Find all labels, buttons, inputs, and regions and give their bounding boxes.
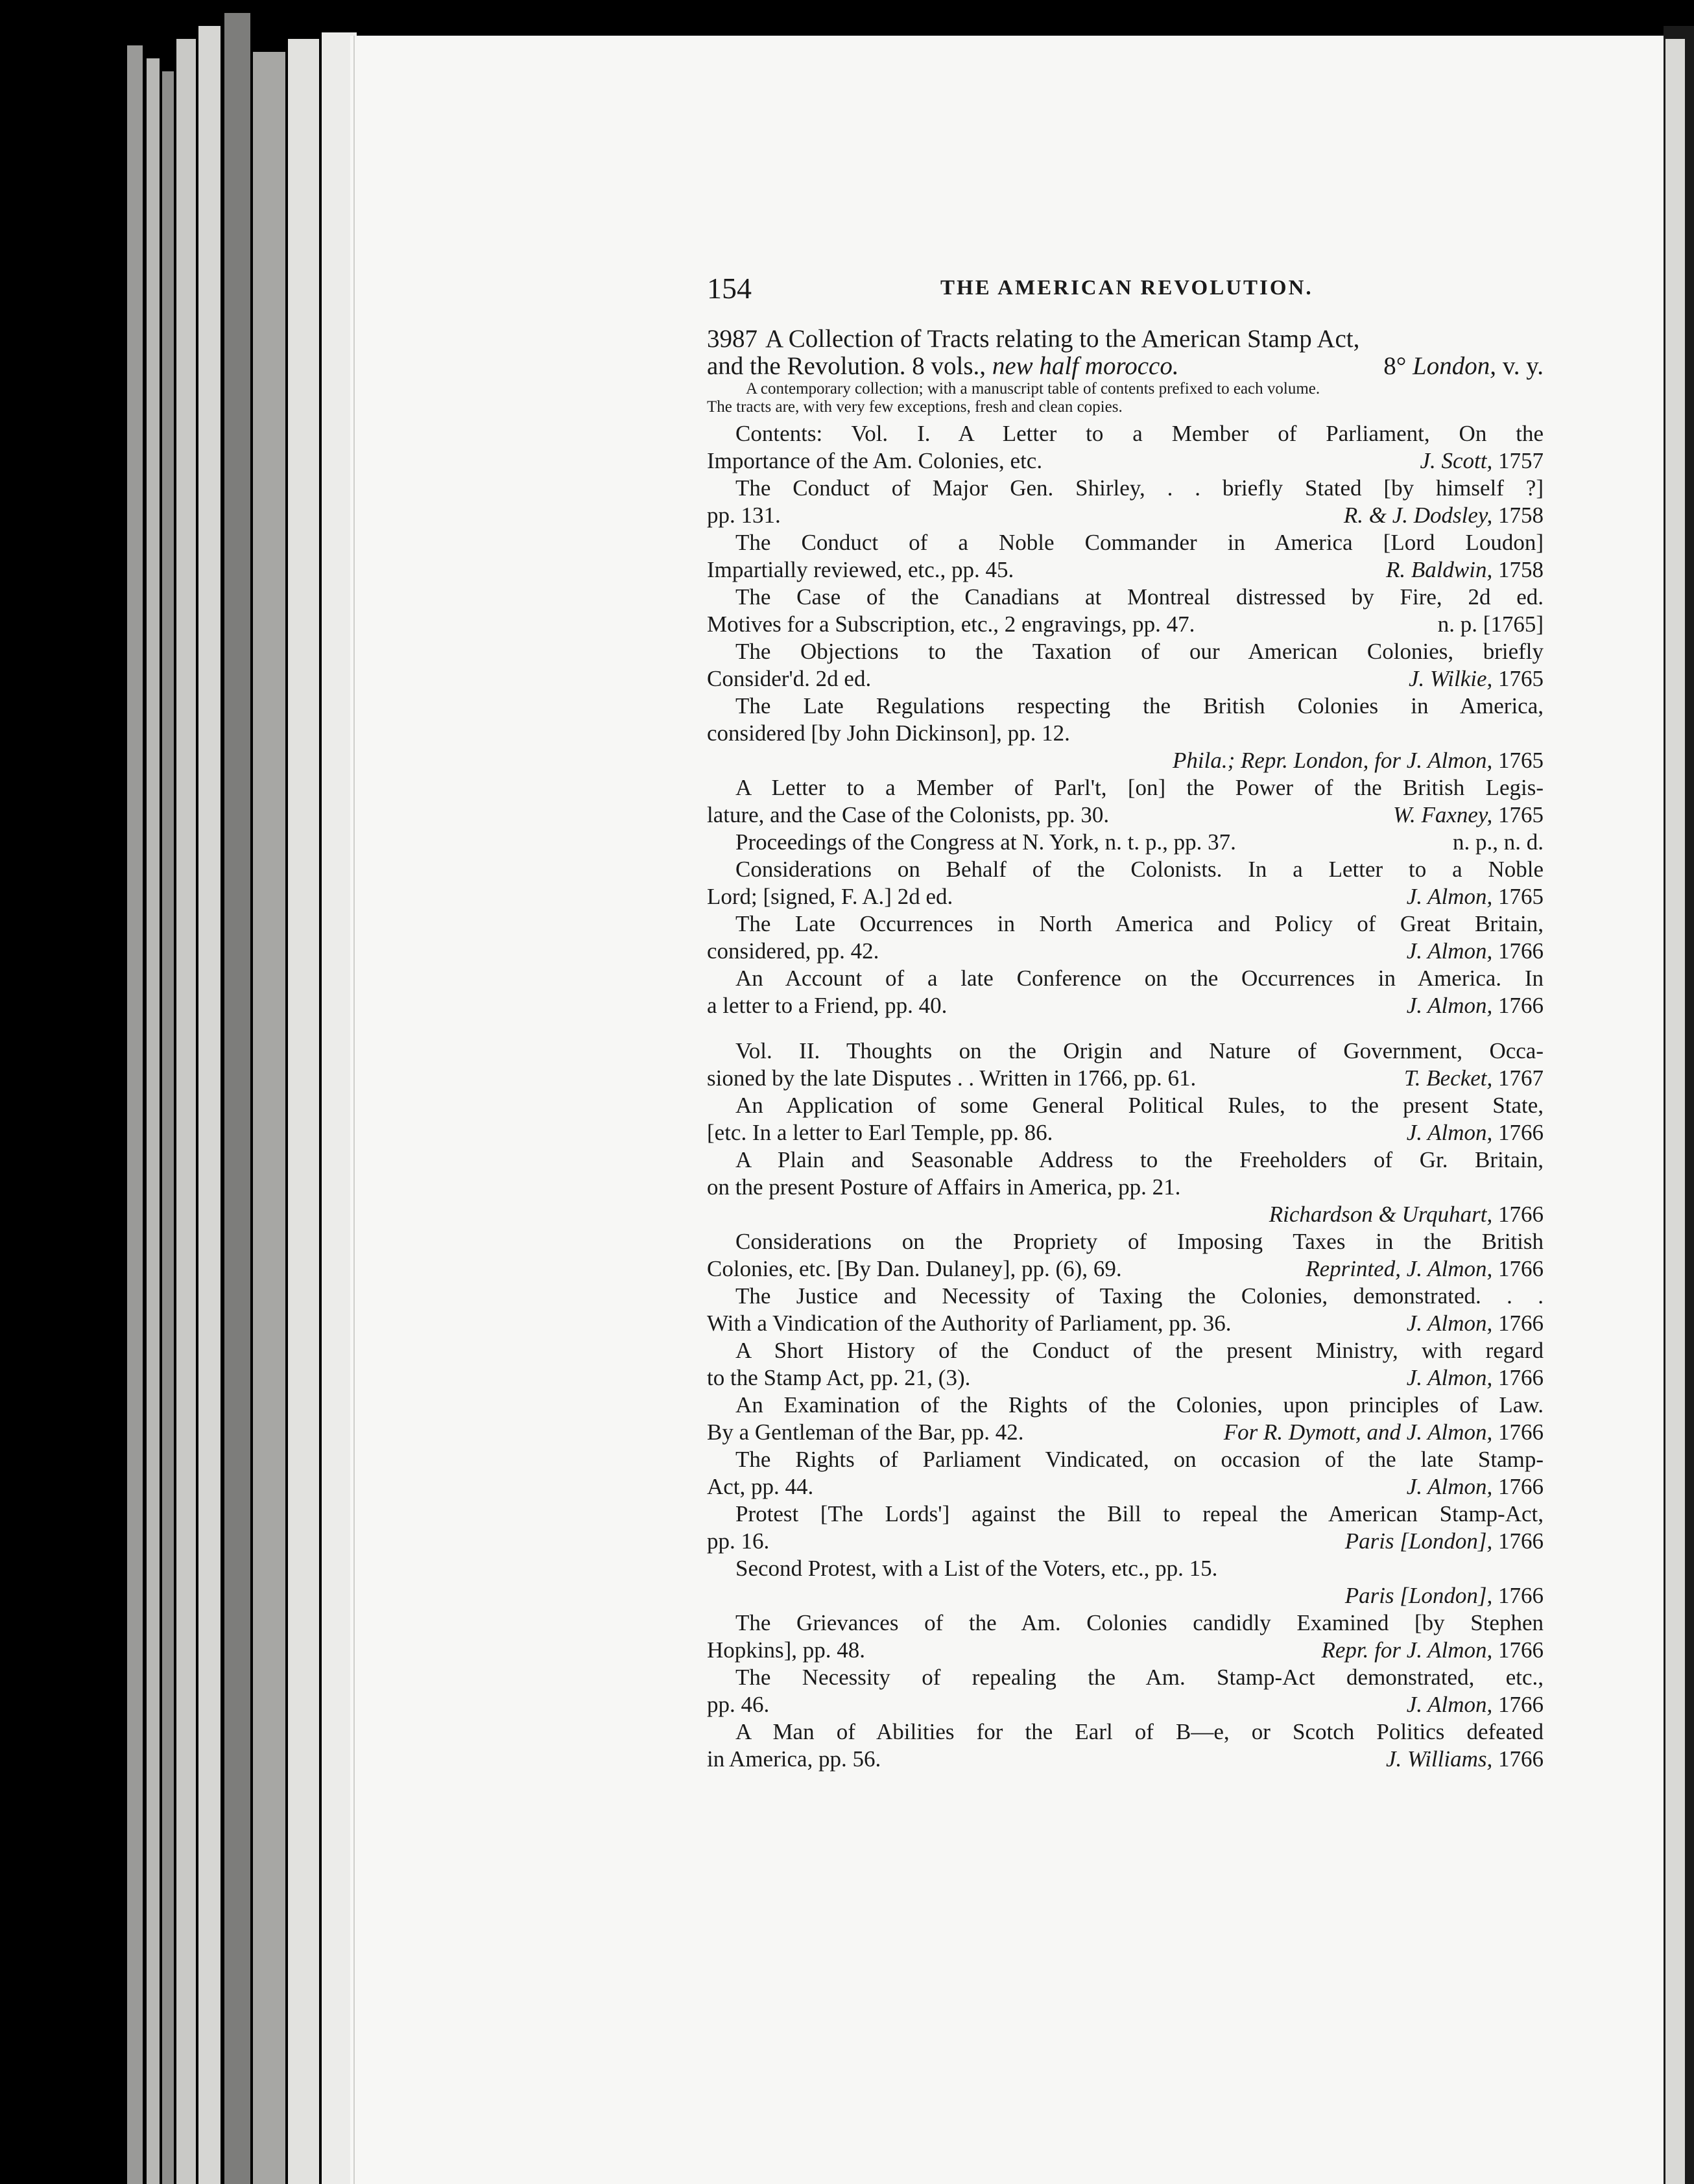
tract-item: [707, 475, 1544, 529]
tract-line: [707, 883, 1544, 910]
page-gutter-line: [353, 36, 355, 2184]
tract-line: [707, 1174, 1544, 1201]
tract-title: The Rights of Parliament Vindicated, on occasion of the late Stamp-: [735, 1447, 1544, 1472]
tract-item: [707, 638, 1544, 693]
tract-imprint: [1344, 502, 1544, 529]
tract-title-continued: By a Gentleman of the Bar, pp. 42.: [707, 1419, 1024, 1445]
tract-publisher: Phila.; Repr. London, for J. Almon,: [1173, 748, 1493, 773]
tract-title: The Late Regulations respecting the British Colonies in America,: [735, 693, 1544, 718]
facing-page-edge-paper: [1665, 39, 1685, 2184]
volume-gap: [707, 1019, 1544, 1038]
tract-title-continued: Colonies, etc. [By Dan. Dulaney], pp. (6), 69.: [707, 1256, 1122, 1281]
entry-date: v. y.: [1496, 352, 1544, 380]
tract-title-continued: sioned by the late Disputes . . Written in 1766, pp. 61.: [707, 1065, 1197, 1091]
tract-imprint: [1407, 1364, 1544, 1392]
tract-title: The Late Occurrences in North America and Policy of Great Britain,: [735, 911, 1544, 936]
tract-item: [707, 1555, 1544, 1609]
tract-item: [707, 910, 1544, 965]
tract-title: The Conduct of a Noble Commander in America [Lord Loudon]: [735, 530, 1544, 555]
tract-title: A Man of Abilities for the Earl of B—e, or Scotch Politics defeated: [735, 1719, 1544, 1744]
tract-item: [707, 1228, 1544, 1283]
tract-publisher: T. Becket,: [1403, 1065, 1493, 1091]
tract-title: The Justice and Necessity of Taxing the Colonies, demonstrated. . .: [735, 1283, 1544, 1309]
tract-item: [707, 856, 1544, 910]
tract-publisher: R. Baldwin,: [1385, 557, 1493, 582]
tract-title: The Conduct of Major Gen. Shirley, . . briefly Stated [by himself ?]: [735, 475, 1544, 501]
tract-title: The Grievances of the Am. Colonies candidly Examined [by Stephen: [735, 1610, 1544, 1635]
tract-line: [707, 1528, 1544, 1555]
page-edges-stack: [110, 0, 357, 2184]
tract-publisher: J. Scott,: [1420, 448, 1493, 473]
entry-title-lead: A Collection of Tracts: [765, 325, 990, 353]
tract-line: [707, 801, 1544, 829]
tract-imprint-line: [707, 1582, 1544, 1609]
tract-title-continued: considered, pp. 42.: [707, 938, 879, 964]
tract-item: [707, 1718, 1544, 1773]
tract-imprint: [1407, 883, 1544, 910]
tract-imprint-line: [707, 1201, 1544, 1228]
tract-item: [707, 1392, 1544, 1446]
tract-year: 1766: [1492, 1202, 1544, 1227]
tract-publisher: J. Almon,: [1406, 1365, 1493, 1390]
tract-title: Considerations on Behalf of the Colonists. In a Letter to a Noble: [735, 857, 1544, 882]
entry-note-line-2: The tracts are, with very few exceptions, fresh and clean copies.: [707, 398, 1123, 416]
tract-item: [707, 584, 1544, 638]
tract-item: [707, 1446, 1544, 1501]
tract-year: 1766: [1492, 1528, 1544, 1554]
tract-imprint: [1407, 1119, 1544, 1146]
tract-title: An Application of some General Political Rules, to the present State,: [735, 1093, 1544, 1118]
tract-publisher: Repr. for J. Almon,: [1321, 1637, 1493, 1663]
tract-publisher: For R. Dymott, and J. Almon,: [1223, 1419, 1493, 1445]
tract-year: 1766: [1492, 993, 1544, 1018]
tract-line: [707, 1255, 1544, 1283]
tract-imprint: [1224, 1419, 1544, 1446]
tract-line: [707, 1065, 1544, 1092]
entry-heading: [707, 326, 1544, 353]
tract-title: An Account of a late Conference on the Occurrences in America. In: [735, 966, 1544, 991]
tract-imprint: [1420, 447, 1544, 475]
entry-number: 3987: [707, 325, 758, 353]
tract-year: 1766: [1492, 1474, 1544, 1499]
tract-item: [707, 1501, 1544, 1555]
tract-item: [707, 420, 1544, 475]
tract-publisher: J. Almon,: [1406, 993, 1493, 1018]
tract-year: 1766: [1492, 1583, 1544, 1608]
tract-title: The Objections to the Taxation of our American Colonies, briefly: [735, 639, 1544, 664]
tract-publisher: J. Almon,: [1406, 1120, 1493, 1145]
page-number: 154: [707, 272, 752, 305]
tract-title-continued: With a Vindication of the Authority of Parliament, pp. 36.: [707, 1311, 1232, 1336]
tract-publisher: J. Wilkie,: [1408, 666, 1493, 691]
tract-imprint: [1409, 665, 1544, 693]
tract-line: [707, 1746, 1544, 1773]
tract-line: [707, 1119, 1544, 1146]
tract-year: 1758: [1492, 557, 1544, 582]
tract-year: 1766: [1492, 1746, 1544, 1772]
tract-title-continued: on the present Posture of Affairs in America, pp. 21.: [707, 1174, 1181, 1200]
entry-binding: new half morocco.: [992, 352, 1179, 380]
tract-publisher: Reprinted, J. Almon,: [1306, 1256, 1493, 1281]
tract-publisher: J. Almon,: [1406, 938, 1493, 964]
tract-item: [707, 1092, 1544, 1146]
tract-imprint: [1438, 611, 1544, 638]
tract-title: Second Protest, with a List of the Voters, etc., pp. 15.: [735, 1556, 1218, 1581]
entry-line2-left: and the Revolution. 8 vols.,: [707, 352, 992, 380]
tract-item: [707, 1283, 1544, 1337]
tract-title: A Plain and Seasonable Address to the Freeholders of Gr. Britain,: [735, 1147, 1544, 1172]
tract-item: [707, 1038, 1544, 1092]
tract-title: Protest [The Lords'] against the Bill to repeal the American Stamp-Act,: [735, 1501, 1544, 1526]
tract-line: [707, 938, 1544, 965]
tract-title-continued: [etc. In a letter to Earl Temple, pp. 86.: [707, 1120, 1053, 1145]
tract-item: [707, 774, 1544, 829]
tract-year: 1766: [1492, 1311, 1544, 1336]
tract-year: 1767: [1492, 1065, 1544, 1091]
tract-title-continued: to the Stamp Act, pp. 21, (3).: [707, 1365, 971, 1390]
tract-line: [707, 611, 1544, 638]
tract-year: 1765: [1492, 748, 1544, 773]
tract-year: 1765: [1492, 884, 1544, 909]
tract-line: [707, 502, 1544, 529]
tract-year: 1766: [1492, 1692, 1544, 1717]
tract-line: [707, 1691, 1544, 1718]
tract-line: [707, 665, 1544, 693]
entry-note: [707, 380, 1544, 416]
tract-title: Vol. II. Thoughts on the Origin and Nature of Government, Occa-: [735, 1038, 1544, 1063]
tract-list: [707, 420, 1544, 1773]
entry-place: London,: [1413, 352, 1497, 380]
tract-line: [707, 1364, 1544, 1392]
tract-year: 1765: [1492, 666, 1544, 691]
tract-item: [707, 1664, 1544, 1718]
tract-year: 1758: [1492, 503, 1544, 528]
tract-publisher: Richardson & Urquhart,: [1269, 1202, 1493, 1227]
tract-line: [707, 1473, 1544, 1501]
tract-publisher: J. Almon,: [1406, 1311, 1493, 1336]
tract-title-continued: a letter to a Friend, pp. 40.: [707, 993, 948, 1018]
tract-title-continued: Lord; [signed, F. A.] 2d ed.: [707, 884, 953, 909]
page-header: [707, 271, 1544, 310]
tract-title: Contents: Vol. I. A Letter to a Member of Parliament, On the: [735, 421, 1544, 446]
tract-publisher: J. Almon,: [1406, 884, 1493, 909]
tract-line: [707, 992, 1544, 1019]
tract-year: n. p. [1765]: [1437, 611, 1544, 637]
tract-title-continued: Hopkins], pp. 48.: [707, 1637, 866, 1663]
tract-item: [707, 829, 1544, 856]
tract-line: [707, 720, 1544, 747]
tract-item: [707, 529, 1544, 584]
tract-year: 1766: [1492, 1419, 1544, 1445]
running-head: THE AMERICAN REVOLUTION.: [940, 276, 1313, 300]
tract-imprint: [1345, 1528, 1544, 1555]
tract-year: 1766: [1492, 1256, 1544, 1281]
tract-imprint: n. p., n. d.: [1453, 829, 1544, 855]
tract-title-continued: considered [by John Dickinson], pp. 12.: [707, 720, 1070, 746]
tract-line: [707, 556, 1544, 584]
entry-title-rest: relating to the American Stamp Act,: [989, 325, 1360, 353]
tract-title-continued: pp. 46.: [707, 1692, 770, 1717]
tract-publisher: J. Almon,: [1406, 1474, 1493, 1499]
tract-title-continued: pp. 131.: [707, 503, 781, 528]
tract-title: Considerations on the Propriety of Imposing Taxes in the British: [735, 1229, 1544, 1254]
tract-title-continued: Consider'd. 2d ed.: [707, 666, 872, 691]
tract-imprint: [1407, 1310, 1544, 1337]
tract-imprint: [1407, 938, 1544, 965]
tract-line: [707, 1310, 1544, 1337]
tract-line: [707, 1637, 1544, 1664]
tract-title: An Examination of the Rights of the Colonies, upon principles of Law.: [735, 1392, 1544, 1418]
tract-title-continued: Motives for a Subscription, etc., 2 engravings, pp. 47.: [707, 611, 1195, 637]
tract-item: [707, 965, 1544, 1019]
tract-publisher: W. Faxney,: [1393, 802, 1493, 827]
tract-imprint: [1407, 1473, 1544, 1501]
tract-year: 1766: [1492, 938, 1544, 964]
tract-imprint: [1306, 1255, 1544, 1283]
entry-note-line-1: A contemporary collection; with a manuscript table of contents prefixed to each volume.: [746, 380, 1320, 398]
tract-title: The Necessity of repealing the Am. Stamp-Act demonstrated, etc.,: [735, 1665, 1544, 1690]
tract-imprint-line: [707, 747, 1544, 774]
tract-publisher: Paris [London],: [1344, 1583, 1493, 1608]
tract-item: [707, 1609, 1544, 1664]
tract-imprint: [1407, 1691, 1544, 1718]
tract-title-continued: lature, and the Case of the Colonists, pp. 30.: [707, 802, 1110, 827]
tract-title-continued: Impartially reviewed, etc., pp. 45.: [707, 557, 1014, 582]
tract-title: Proceedings of the Congress at N. York, n. t. p., pp. 37.: [735, 829, 1236, 855]
tract-year: 1766: [1492, 1365, 1544, 1390]
tract-publisher: J. Williams,: [1385, 1746, 1493, 1772]
tract-line: [707, 447, 1544, 475]
tract-title-continued: Importance of the Am. Colonies, etc.: [707, 448, 1043, 473]
tract-publisher: Paris [London],: [1344, 1528, 1493, 1554]
tract-title: A Letter to a Member of Parl't, [on] the Power of the British Legis-: [735, 775, 1544, 800]
tract-imprint: [1386, 1746, 1544, 1773]
tract-item: [707, 1146, 1544, 1228]
tract-imprint: [1404, 1065, 1544, 1092]
tract-publisher: R. & J. Dodsley,: [1343, 503, 1493, 528]
tract-publisher: J. Almon,: [1406, 1692, 1493, 1717]
tract-line: [707, 829, 1544, 856]
tract-year: 1757: [1492, 448, 1544, 473]
tract-title: The Case of the Canadians at Montreal distressed by Fire, 2d ed.: [735, 584, 1544, 610]
entry-format: 8°: [1383, 352, 1413, 380]
tract-item: [707, 1337, 1544, 1392]
tract-imprint: [1321, 1637, 1544, 1664]
tract-line: [707, 1419, 1544, 1446]
entry-line-2: [707, 353, 1544, 380]
tract-imprint: [1393, 801, 1544, 829]
tract-imprint: [1407, 992, 1544, 1019]
tract-item: [707, 693, 1544, 774]
tract-title: A Short History of the Conduct of the present Ministry, with regard: [735, 1338, 1544, 1363]
tract-year: 1766: [1492, 1637, 1544, 1663]
tract-title-continued: pp. 16.: [707, 1528, 770, 1554]
tract-title-continued: in America, pp. 56.: [707, 1746, 881, 1772]
tract-imprint: [1386, 556, 1544, 584]
tract-title-continued: Act, pp. 44.: [707, 1474, 814, 1499]
catalogue-content: [707, 326, 1544, 1773]
tract-year: 1766: [1492, 1120, 1544, 1145]
tract-year: 1765: [1492, 802, 1544, 827]
